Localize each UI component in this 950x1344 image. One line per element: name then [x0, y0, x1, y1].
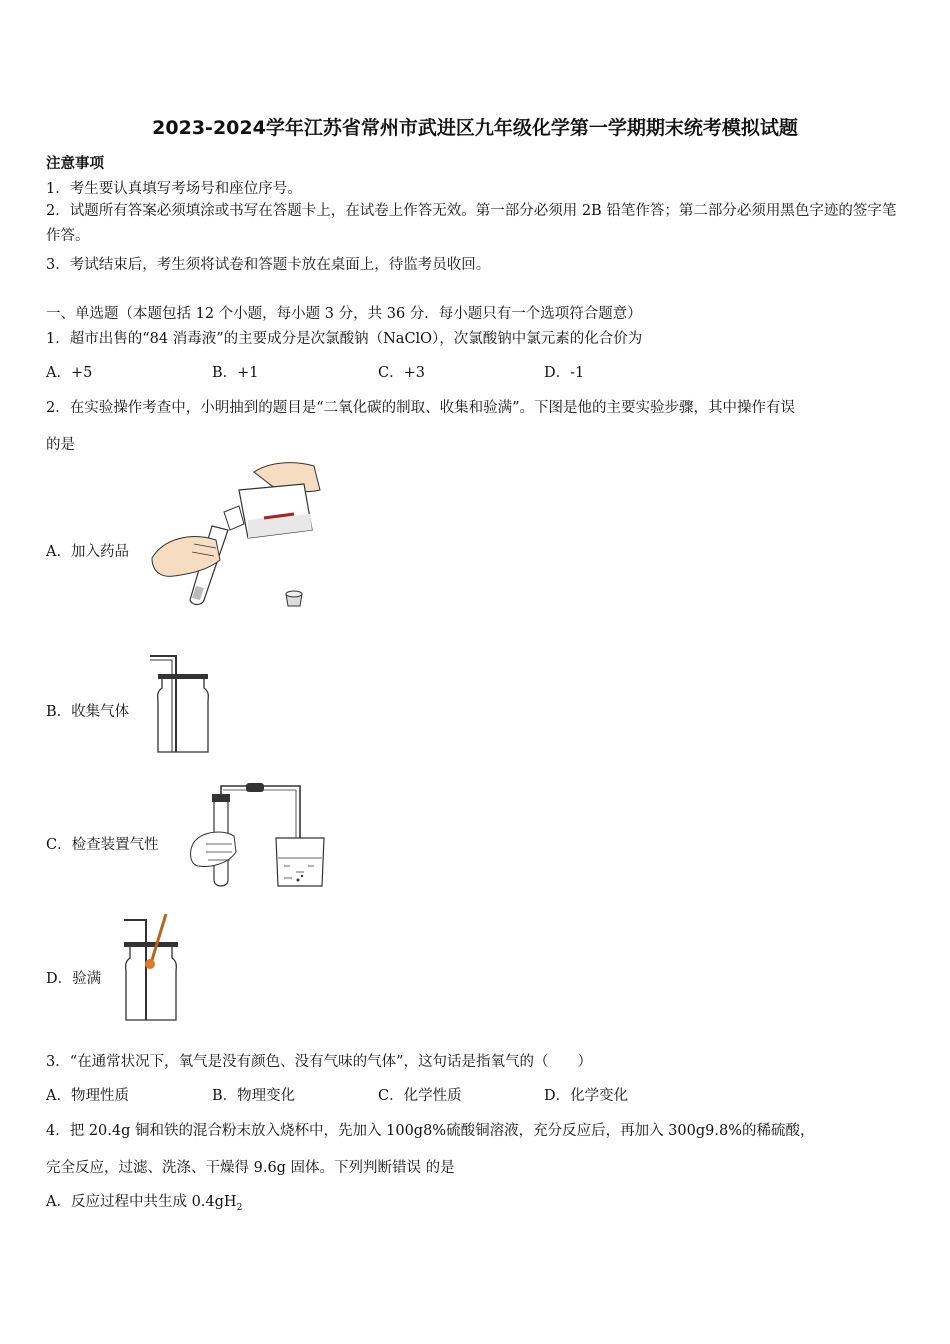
q1-option-c: C．+3 [378, 365, 425, 381]
q4-option-a [46, 1190, 242, 1213]
q4-option-a-subscript: 2 [236, 1202, 243, 1213]
airtightness-check-illustration [176, 780, 332, 892]
q1-option-d: D．-1 [544, 365, 585, 381]
q1-option-b: B．+1 [212, 365, 259, 381]
q2-option-c: C．检查装置气性 [46, 837, 159, 853]
q4-stem-line2: 完全反应，过滤、洗涤、干燥得 9.6g 固体。下列判断错误 的是 [46, 1160, 455, 1176]
q2-option-a: A．加入药品 [46, 544, 129, 560]
notice-item-1: 1．考生要认真填写考场号和座位序号。 [46, 181, 302, 197]
q2-stem-line2: 的是 [46, 437, 75, 453]
q3-stem: 3．“在通常状况下，氧气是没有颜色、没有气味的气体”，这句话是指氧气的（ ） [46, 1054, 593, 1070]
q4-stem-line1: 4．把 20.4g 铜和铁的混合粉末放入烧杯中，先加入 100g8%硫酸铜溶液，充分反应后，再加入 300g9.8%的稀硫酸， [46, 1123, 815, 1139]
notice-item-3: 3．考试结束后，考生须将试卷和答题卡放在桌面上，待监考员收回。 [46, 257, 491, 273]
q3-option-a: A．物理性质 [46, 1088, 129, 1104]
q3-option-b: B．物理变化 [212, 1088, 296, 1104]
q2-option-b: B．收集气体 [46, 704, 130, 720]
q1-stem: 1．超市出售的“84 消毒液”的主要成分是次氯酸钠（NaClO），次氯酸钠中氯元素的化合价为 [46, 331, 643, 347]
notice-heading: 注意事项 [46, 155, 104, 172]
section-heading: 一、单选题（本题包括 12 个小题，每小题 3 分，共 36 分．每小题只有一个选项符合题意） [46, 306, 642, 322]
q2-stem-line1: 2．在实验操作考查中，小明抽到的题目是“二氧化碳的制取、收集和验满”。下图是他的主要实验步骤，其中操作有误 [46, 400, 796, 416]
q1-option-a: A．+5 [46, 365, 93, 381]
notice-item-2: 2．试题所有答案必须填涂或书写在答题卡上，在试卷上作答无效。第一部分必须用 2B 铅笔作答；第二部分必须用黑色字迹的签字笔作答。 [46, 203, 897, 244]
q4-option-a-text: A．反应过程中共生成 0.4gH [46, 1194, 237, 1210]
q2-option-d: D．验满 [46, 971, 102, 987]
gas-collection-bottle-illustration [146, 652, 216, 756]
page-title: 2023-2024学年江苏省常州市武进区九年级化学第一学期期末统考模拟试题 [152, 117, 798, 139]
gas-full-check-illustration [116, 912, 186, 1024]
q3-option-d: D．化学变化 [544, 1088, 629, 1104]
adding-reagent-illustration [144, 460, 324, 610]
q3-option-c: C．化学性质 [378, 1088, 462, 1104]
